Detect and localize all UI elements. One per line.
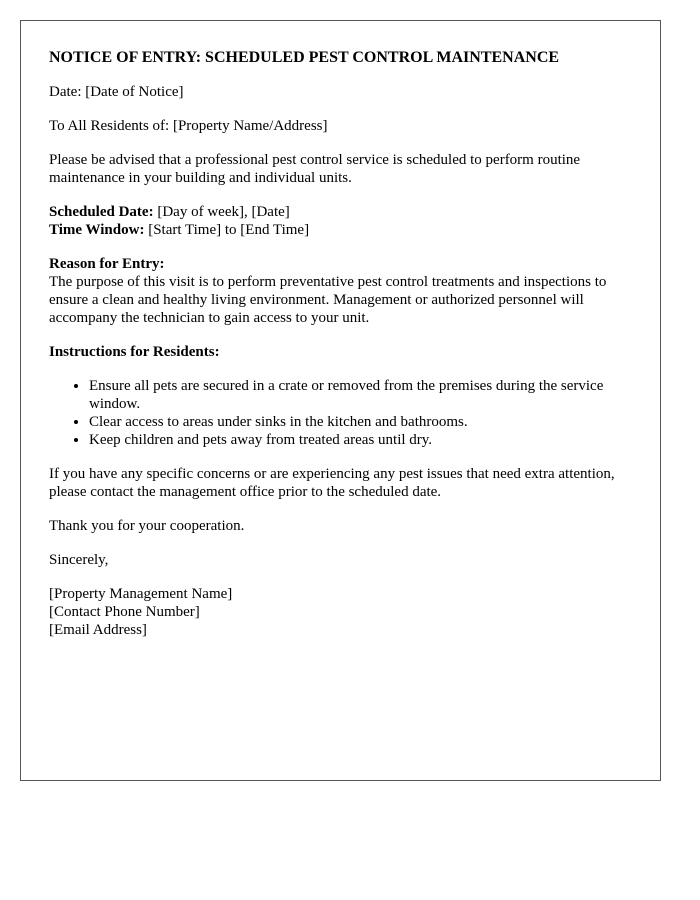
signature-email: [Email Address] [49, 622, 147, 638]
time-window-label: Time Window: [49, 222, 145, 238]
notice-date: Date: [Date of Notice] [49, 84, 184, 100]
intro-paragraph: Please be advised that a professional pest control service is scheduled to perform routine maintenance in your building and individual units. [49, 152, 581, 186]
signature-phone: [Contact Phone Number] [49, 604, 200, 620]
reason-text: The purpose of this visit is to perform preventative pest control treatments and inspections to ensure a clean and healthy living environment. Management or authorized personnel will accompany the technician to gain access to your unit. [49, 274, 607, 326]
list-item: • Ensure all pets are secured in a crate or removed from the premises during the service window. [89, 377, 632, 413]
scheduled-date-label: Scheduled Date: [49, 204, 154, 220]
reason-block [49, 255, 632, 327]
notice-title: NOTICE OF ENTRY: SCHEDULED PEST CONTROL MAINTENANCE [49, 49, 560, 66]
schedule-block [49, 203, 632, 239]
closing-line: Sincerely, [49, 552, 109, 568]
recipients-line: To All Residents of: [Property Name/Address] [49, 118, 328, 134]
concerns-paragraph: If you have any specific concerns or are experiencing any pest issues that need extra attention, please contact the management office prior to the scheduled date. [49, 466, 615, 500]
notice-document [20, 20, 661, 781]
scheduled-date-value: [Day of week], [Date] [153, 204, 290, 220]
signature-block [49, 585, 632, 639]
instructions-heading-text: Instructions for Residents: [49, 344, 220, 360]
list-item: • Clear access to areas under sinks in the kitchen and bathrooms. [89, 413, 632, 431]
signature-name: [Property Management Name] [49, 586, 233, 602]
time-window-value: [Start Time] to [End Time] [144, 222, 310, 238]
thanks-line: Thank you for your cooperation. [49, 518, 245, 534]
reason-heading: Reason for Entry: [49, 256, 165, 272]
instructions-list [49, 377, 632, 449]
list-item: • Keep children and pets away from treated areas until dry. [89, 431, 632, 449]
instructions-heading [49, 343, 632, 361]
